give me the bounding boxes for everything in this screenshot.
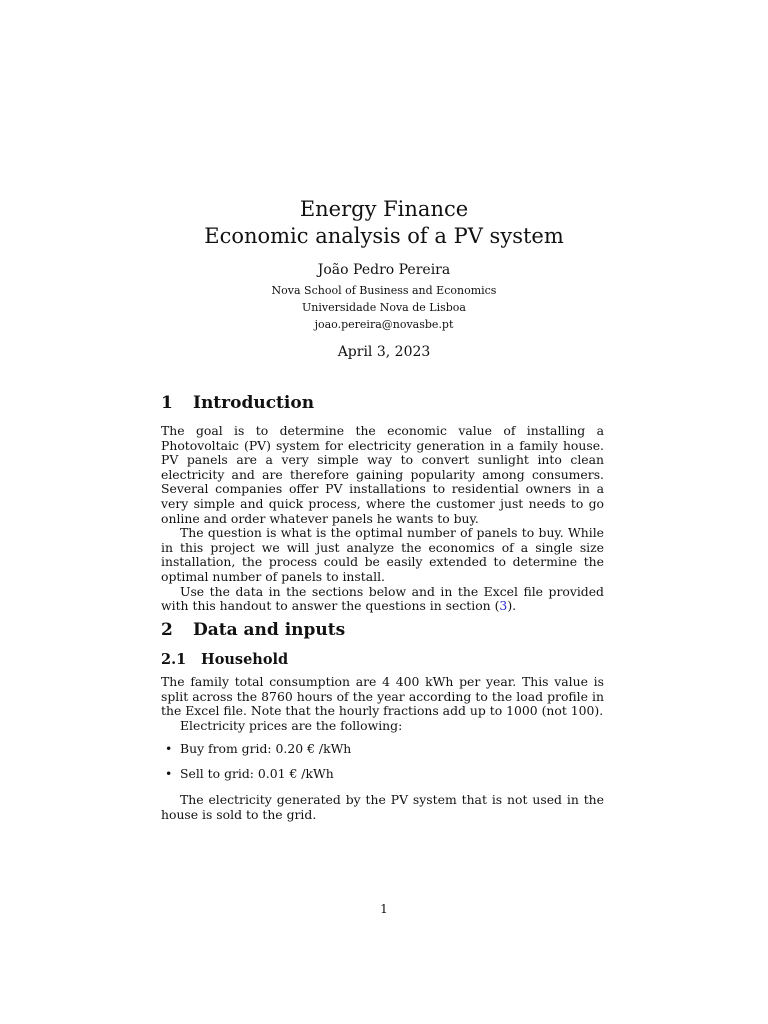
list-item <box>161 767 604 782</box>
section-1-heading <box>161 393 314 413</box>
title-line-1: Energy Finance <box>299 197 469 221</box>
author-name: João Pedro Pereira <box>317 262 451 278</box>
affiliation-2: Universidade Nova de Lisboa <box>302 301 466 314</box>
author-email: joao.pereira@novasbe.pt <box>314 318 454 331</box>
paper-title <box>0 196 768 250</box>
paragraph <box>161 585 604 614</box>
paragraph-text: Use the data in the sections below and in the Excel file provided with this handout to answer the questions in section ( <box>161 583 604 614</box>
paragraph <box>161 719 604 734</box>
subsection-2-1-closing <box>161 793 604 822</box>
paragraph-text: The electricity generated by the PV system that is not used in the house is sold to the grid. <box>161 792 604 822</box>
paragraph <box>161 793 604 822</box>
section-number: 2 <box>161 620 173 640</box>
section-title: Data and inputs <box>193 620 346 640</box>
section-reference-link[interactable]: 3 <box>499 598 508 614</box>
bullet-icon: • <box>165 765 173 781</box>
section-title: Introduction <box>193 393 315 413</box>
price-list <box>161 742 604 781</box>
subsection-number: 2.1 <box>161 651 187 668</box>
section-1-body <box>161 424 604 614</box>
title-line-2: Economic analysis of a PV system <box>204 224 564 248</box>
subsection-2-1-body <box>161 675 604 733</box>
paragraph: The goal is to determine the economic value of installing a Photovoltaic (PV) system for electricity generation in a family house. PV panels are a very simple way to convert sunlight into clean electricity and are therefore gaining popularity among consumers. Several companies offer PV installations to residential owners in a very simple and quick process, where the customer just needs to go online and order whatever panels he wants to buy. <box>161 423 604 526</box>
list-item <box>161 742 604 757</box>
paragraph-text: ). <box>507 598 517 614</box>
bullet-icon: • <box>165 741 173 756</box>
section-2-heading <box>161 620 345 640</box>
section-number: 1 <box>161 393 173 413</box>
list-item-text: Sell to grid: 0.01 € /kWh <box>180 765 334 781</box>
paragraph-text: The question is what is the optimal number of panels to buy. While in this project we will just analyze the economics of a single size installation, the process could be easily extended to determine the optimal number of panels to install. <box>161 525 604 584</box>
list-item-text: Buy from grid: 0.20 € /kWh <box>180 741 352 756</box>
paper-date: April 3, 2023 <box>337 344 431 360</box>
paragraph-text: Electricity prices are the following: <box>180 717 403 733</box>
paragraph: The family total consumption are 4 400 kWh per year. This value is split across the 8760 hours of the year according to the load profile in the Excel file. Note that the hourly fractions add up to 1000 (not 100). <box>161 674 604 719</box>
paragraph <box>161 526 604 584</box>
subsection-title: Household <box>201 651 289 668</box>
affiliation-1: Nova School of Business and Economics <box>271 284 497 297</box>
subsection-2-1-heading <box>161 651 288 668</box>
page-number: 1 <box>380 902 388 916</box>
